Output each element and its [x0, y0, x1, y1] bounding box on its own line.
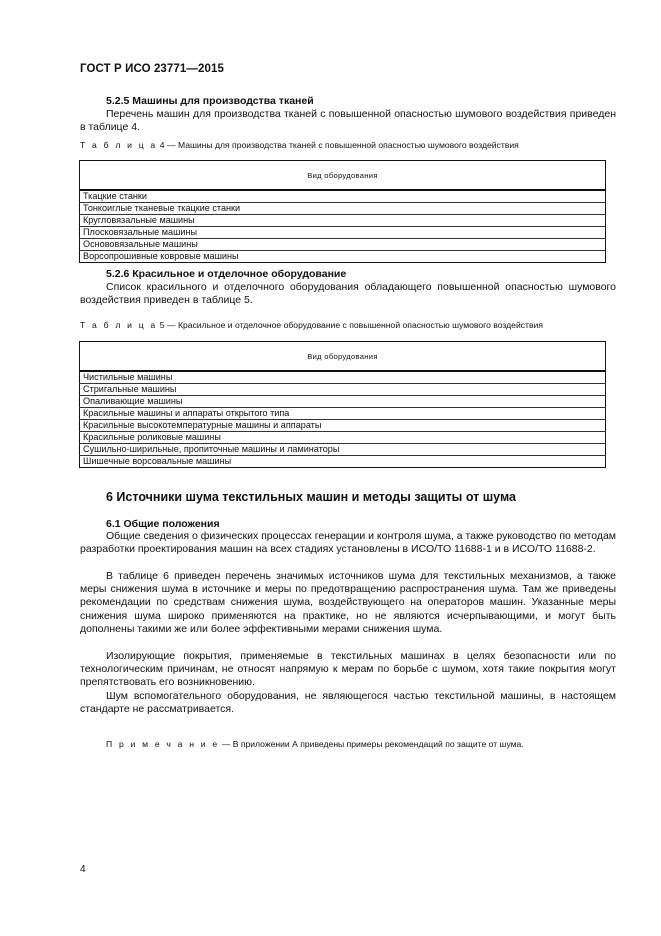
document-code: ГОСТ Р ИСО 23771—2015 [80, 63, 225, 75]
paragraph-6-1-b: В таблице 6 приведен перечень значимых источников шума для текстильных механизмов, а также меры снижения шума в источнике и меры по предотвращению распространения шума. Там же приведены рекомендации по средствам снижения шума, воздействующего на операторов машин. Указанные меры снижения шума широко применяются на практике, но не являются исчерпывающими, и могут быть дополнены такими же или более эффективными мерами снижения шума. [80, 570, 616, 635]
table-row [80, 384, 606, 396]
table-cell: Чистильные машины [80, 371, 606, 384]
note-text: — В приложении А приведены примеры рекомендаций по защите от шума. [219, 739, 524, 749]
table-cell: Тонкоиглые тканевые ткацкие станки [80, 203, 606, 215]
table-cell: Стригальные машины [80, 384, 606, 396]
table-row [80, 408, 606, 420]
table-cell: Шишечные ворсовальные машины [80, 456, 606, 468]
note-label: П р и м е ч а н и е [106, 739, 220, 749]
table-cell: Красильные высокотемпературные машины и аппараты [80, 420, 606, 432]
table-row [80, 432, 606, 444]
paragraph-6-1-a: Общие сведения о физических процессах генерации и контроля шума, а также руководство по методам разработки проектирования машин на всех стадиях установлены в ИСО/ТО 11688-1 и в ИСО/ТО 11688-2. [80, 530, 617, 556]
table-cell: Кругловязальные машины [80, 215, 606, 227]
table-5-column-header: Вид оборудования [80, 342, 606, 372]
table-5-label: Т а б л и ц а [80, 320, 158, 330]
table-row [80, 203, 606, 215]
table-row [80, 239, 606, 251]
table-row [80, 420, 606, 432]
heading-5-2-5: 5.2.5 Машины для производства тканей [106, 95, 314, 107]
table-cell: Ткацкие станки [80, 190, 606, 203]
table-cell: Опаливающие машины [80, 396, 606, 408]
table-row [80, 227, 606, 239]
note [106, 739, 524, 749]
table-4-caption [80, 140, 519, 150]
paragraph-5-2-6: Список красильного и отделочного оборудования обладающего повышенной опасностью шумового воздействия приведен в таблице 5. [80, 281, 616, 307]
table-5-title: 5 — Красильное и отделочное оборудование с повышенной опасностью шумового воздействия [157, 320, 543, 330]
page-number: 4 [80, 864, 86, 875]
table-cell: Красильные роликовые машины [80, 432, 606, 444]
table-cell: Сушильно-ширильные, пропиточные машины и ламинаторы [80, 444, 606, 456]
paragraph-6-1-d: Шум вспомогательного оборудования, не являющегося частью текстильной машины, в настоящем стандарте не рассматривается. [80, 690, 616, 716]
table-4-label: Т а б л и ц а [80, 140, 158, 150]
table-row [80, 215, 606, 227]
paragraph-6-1-c: Изолирующие покрытия, применяемые в текстильных машинах в целях безопасности или по технологическим причинам, не относят напрямую к мерам по борьбе с шумом, хотя такие покрытия могут препятствовать его возникновению. [80, 650, 616, 689]
table-row [80, 444, 606, 456]
table-5-caption [80, 320, 543, 330]
heading-5-2-6: 5.2.6 Красильное и отделочное оборудование [106, 268, 347, 280]
table-4-column-header: Вид оборудования [80, 161, 606, 191]
table-4-title: 4 — Машины для производства тканей с повышенной опасностью шумового воздействия [157, 140, 519, 150]
table-cell: Плосковязальные машины [80, 227, 606, 239]
table-4 [79, 160, 606, 263]
table-row [80, 251, 606, 263]
table-row [80, 456, 606, 468]
table-cell: Красильные машины и аппараты открытого типа [80, 408, 606, 420]
section-6-title: 6 Источники шума текстильных машин и методы защиты от шума [106, 490, 516, 504]
table-5 [79, 341, 606, 468]
table-cell: Ворсопрошивные ковровые машины [80, 251, 606, 263]
paragraph-5-2-5: Перечень машин для производства тканей с повышенной опасностью шумового воздействия приведен в таблице 4. [80, 108, 616, 134]
table-row [80, 396, 606, 408]
table-cell: Основовязальные машины [80, 239, 606, 251]
table-row [80, 371, 606, 384]
heading-6-1: 6.1 Общие положения [106, 518, 220, 530]
table-row [80, 190, 606, 203]
